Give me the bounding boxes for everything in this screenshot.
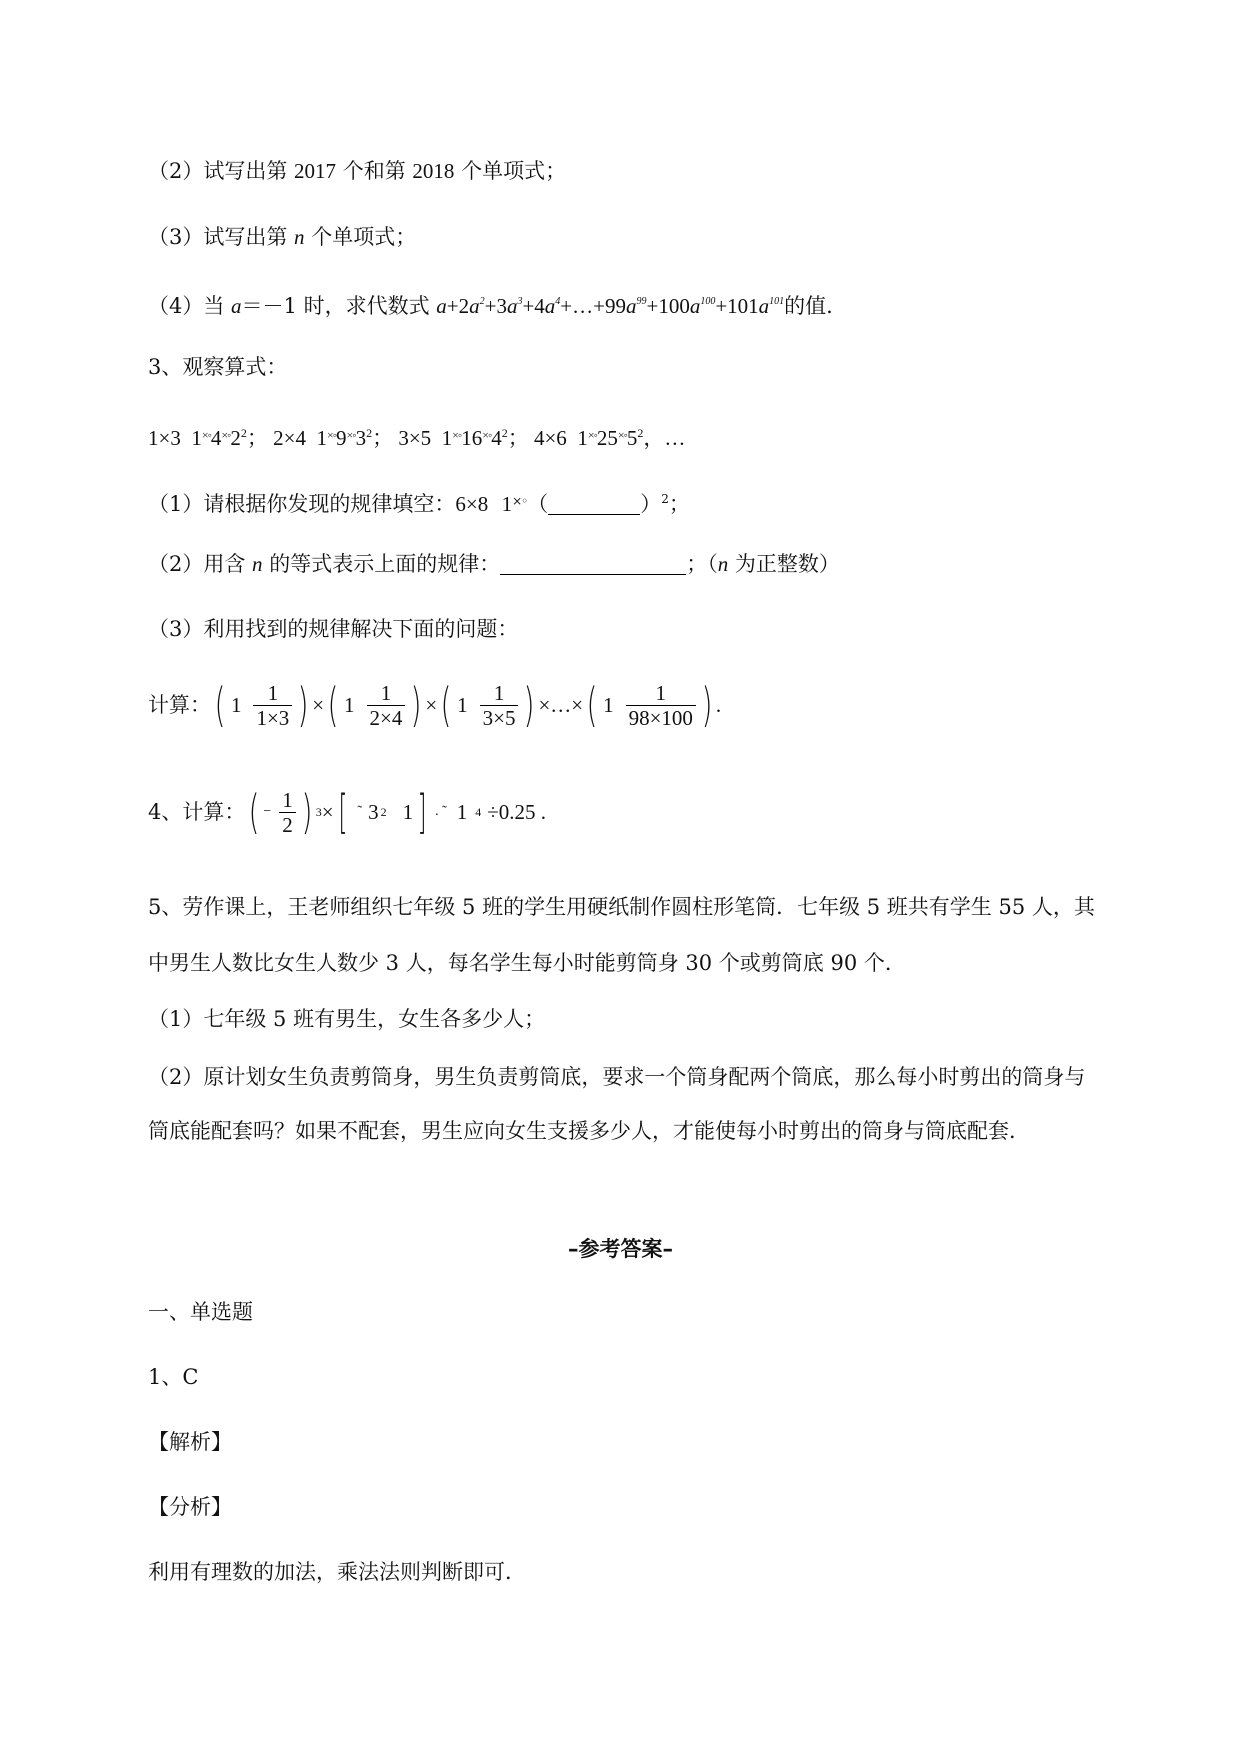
q3-sub3: （3）利用找到的规律解决下面的问题： bbox=[148, 617, 519, 641]
pattern-exp: 2 bbox=[240, 426, 247, 440]
answers-fenxi: 【分析】 bbox=[148, 1495, 232, 1519]
answers-jiexi: 【解析】 bbox=[148, 1430, 232, 1454]
q3-sub1-blank[interactable] bbox=[548, 492, 640, 515]
paren-close: ) bbox=[301, 785, 313, 839]
term-one: 1 bbox=[603, 693, 614, 717]
answers-text: 利用有理数的加法，乘法法则判断即可． bbox=[148, 1560, 526, 1584]
term-one: 1 bbox=[457, 693, 468, 717]
pattern-sep: ； bbox=[246, 426, 268, 450]
pattern-sq: 5 bbox=[626, 426, 638, 450]
q5-line1: 5、劳作课上，王老师组织七年级 5 班的学生用硬纸制作圆柱形笔筒．七年级 5 班共有学生 55 人，其 bbox=[148, 895, 1095, 919]
frac-den: 98×100 bbox=[628, 705, 693, 730]
q4-frac bbox=[279, 788, 296, 837]
q4-outer-base: 1 bbox=[456, 800, 468, 824]
q2-sub3 bbox=[148, 222, 416, 252]
q3-sub2-var: n bbox=[252, 552, 263, 576]
paren-open: ( bbox=[327, 678, 339, 732]
q5-line2: 中男生人数比女生人数少 3 人，每名学生每小时能剪筒身 30 个或剪筒底 90 个． bbox=[148, 951, 906, 975]
q3-sub1-open: （ bbox=[527, 492, 549, 516]
term-frac bbox=[367, 681, 406, 730]
q2-sub2-mid: 个和第 bbox=[336, 159, 413, 183]
pattern-item-4: 4×6 $1^{\times◦}25^{\times◦}5^2$ bbox=[533, 426, 644, 450]
term-one: 1 bbox=[230, 693, 242, 717]
bracket-close: ] bbox=[417, 785, 427, 839]
pattern-lhs: 2×4 bbox=[273, 426, 306, 450]
pattern-sq: 3 bbox=[355, 426, 367, 450]
pattern-a: 1 bbox=[191, 426, 202, 450]
expr-c100: +100 bbox=[646, 294, 690, 318]
frac-den: 1×3 bbox=[256, 705, 290, 730]
expr-c3: +3 bbox=[484, 294, 507, 318]
pattern-item-1: 1×3 $1^{\times◦}4^{\times◦}2^2$ bbox=[148, 426, 247, 450]
times-sign: × bbox=[312, 693, 325, 717]
paren-open: ( bbox=[440, 678, 452, 732]
expr-e101: 101 bbox=[769, 296, 785, 307]
term-frac bbox=[253, 681, 292, 730]
frac-den: 3×5 bbox=[482, 705, 516, 730]
q2-sub2-post: 个单项式； bbox=[454, 159, 567, 183]
paren-close: ) bbox=[701, 678, 713, 732]
frac-num: 1 bbox=[367, 681, 406, 706]
q3-heading: 3、观察算式： bbox=[148, 355, 288, 379]
paren-close: ) bbox=[410, 678, 422, 732]
q3-pattern bbox=[148, 418, 685, 453]
q4-frac-den: 2 bbox=[282, 812, 293, 837]
q3-sub2 bbox=[148, 549, 840, 579]
paren-open: ( bbox=[586, 678, 598, 732]
expr-c2: +2 bbox=[446, 294, 470, 318]
pattern-b: 4 bbox=[210, 426, 222, 450]
q3-sub2-post2: 为正整数） bbox=[728, 552, 840, 576]
frac-num: 1 bbox=[480, 681, 519, 706]
q3-sub2-blank[interactable] bbox=[500, 552, 686, 575]
q3-sub1-exp: 2 bbox=[661, 492, 669, 506]
expr-e2: 2 bbox=[479, 296, 485, 307]
pattern-b: 9 bbox=[336, 426, 347, 450]
expr-a1: a bbox=[436, 294, 447, 318]
q3-calc bbox=[148, 675, 721, 735]
q2-sub3-post: 个单项式； bbox=[304, 225, 417, 249]
expr-c99: +…+99 bbox=[560, 294, 626, 318]
q2-sub4-pre: （4）当 bbox=[148, 294, 232, 318]
q2-sub3-var: n bbox=[294, 225, 305, 249]
frac-den: 2×4 bbox=[369, 705, 403, 730]
q3-calc-label: 计算： bbox=[148, 693, 211, 717]
q4-line bbox=[148, 780, 546, 844]
paren-open: ( bbox=[214, 678, 226, 732]
q4-label: 4、计算： bbox=[148, 800, 246, 824]
q4-inner-exp: 2 bbox=[380, 805, 387, 819]
pattern-item-2: 2×4 $1^{\times◦}9^{\times◦}3^2$ bbox=[273, 426, 373, 450]
q3-sub1-lhs: 6×8 bbox=[455, 492, 489, 516]
q3-sub1-end: ； bbox=[668, 492, 690, 516]
q3-sub2-post: ；（ bbox=[686, 552, 718, 576]
times-sign: × bbox=[425, 693, 438, 717]
answers-title: –参考答案– bbox=[568, 1237, 673, 1261]
frac-num: 1 bbox=[253, 681, 292, 706]
expr-e100: 100 bbox=[700, 296, 716, 307]
q5-sub1: （1）七年级 5 班有男生，女生各多少人； bbox=[148, 1007, 546, 1031]
bracket-open: [ bbox=[338, 785, 347, 839]
pattern-a: 1 bbox=[577, 426, 588, 450]
pattern-sq: 4 bbox=[491, 426, 502, 450]
expr-e3: 3 bbox=[517, 296, 523, 307]
pattern-exp: 2 bbox=[366, 426, 373, 440]
paren-close: ) bbox=[524, 678, 535, 732]
expr-a3: a bbox=[506, 294, 518, 318]
q2-sub2 bbox=[148, 156, 566, 186]
q2-sub4 bbox=[148, 287, 833, 321]
expr-a4: a bbox=[544, 294, 556, 318]
pattern-end: ，… bbox=[643, 426, 686, 450]
pattern-sq: 2 bbox=[230, 426, 241, 450]
q4-outer-exp: 4 bbox=[475, 805, 482, 819]
expr-c101: +101 bbox=[715, 294, 759, 318]
q4-tail: ÷0.25 . bbox=[487, 800, 547, 824]
q3-sub1-one: 1 bbox=[501, 492, 513, 516]
pattern-lhs: 1×3 bbox=[148, 426, 181, 450]
ellipsis-sign: ×…× bbox=[538, 693, 584, 717]
pattern-lhs: 4×6 bbox=[533, 426, 567, 450]
paren-open: ( bbox=[248, 785, 260, 839]
pattern-b: 25 bbox=[596, 426, 618, 450]
q5-sub2-line1: （2）原计划女生负责剪筒身，男生负责剪筒底，要求一个筒身配两个筒底，那么每小时剪出的筒身与 bbox=[148, 1065, 1086, 1089]
q4-frac-num: 1 bbox=[279, 788, 296, 813]
q2-sub4-expr bbox=[436, 294, 784, 318]
frac-num: 1 bbox=[626, 681, 696, 706]
term-frac bbox=[626, 681, 696, 730]
q2-sub2-pre: （2）试写出第 bbox=[148, 159, 295, 183]
minus-sign: − bbox=[263, 804, 272, 819]
expr-e4: 4 bbox=[555, 296, 561, 307]
pattern-a: 1 bbox=[316, 426, 327, 450]
expr-a99: a bbox=[625, 294, 637, 318]
q3-sub2-pre: （2）用含 bbox=[148, 552, 253, 576]
pattern-exp: 2 bbox=[637, 426, 644, 440]
pattern-item-3: 3×5 $1^{\times◦}16^{\times◦}4^2$ bbox=[398, 426, 508, 450]
pattern-sep: ； bbox=[372, 426, 394, 450]
pattern-sep: ； bbox=[507, 426, 529, 450]
term-frac bbox=[480, 681, 519, 730]
term-one: 1 bbox=[344, 693, 355, 717]
q2-sub2-n2: 2018 bbox=[412, 159, 455, 183]
q3-sub1: （1）请根据你发现的规律填空：6×8 1×◦（ ）$^2$； bbox=[148, 492, 690, 516]
q3-sub1-pre: （1）请根据你发现的规律填空： bbox=[148, 492, 456, 516]
paren-close: ) bbox=[297, 678, 309, 732]
q2-sub4-post: 的值. bbox=[784, 294, 833, 318]
answers-section: 一、单选题 bbox=[148, 1300, 253, 1324]
minus-sign: ˜ bbox=[357, 804, 363, 819]
q3-calc-end: . bbox=[715, 693, 722, 717]
pattern-exp: 2 bbox=[501, 426, 508, 440]
expr-e99: 99 bbox=[636, 296, 647, 307]
q3-sub1-close: ） bbox=[640, 492, 662, 516]
q3-sub2-var2: n bbox=[717, 552, 729, 576]
q2-sub4-var: a bbox=[231, 294, 242, 318]
q4-inner-a: 3 bbox=[368, 800, 379, 824]
q2-sub4-cond: ＝－1 时，求代数式 bbox=[241, 294, 437, 318]
pattern-a: 1 bbox=[441, 426, 453, 450]
expr-a100: a bbox=[689, 294, 701, 318]
q5-sub2-line2: 筒底能配套吗？如果不配套，男生应向女生支援多少人，才能使每小时剪出的筒身与筒底配套． bbox=[148, 1119, 1030, 1143]
answers-item: 1、C bbox=[148, 1365, 199, 1389]
minus-sign: . ˜ bbox=[435, 804, 447, 819]
pattern-b: 16 bbox=[461, 426, 483, 450]
times-sign: × bbox=[321, 800, 334, 824]
expr-a101: a bbox=[758, 294, 770, 318]
expr-a2: a bbox=[469, 294, 480, 318]
q3-sub2-mid: 的等式表示上面的规律： bbox=[262, 552, 501, 576]
q4-frac-exp: 3 bbox=[315, 805, 322, 819]
q2-sub2-n1: 2017 bbox=[294, 159, 337, 183]
pattern-lhs: 3×5 bbox=[398, 426, 432, 450]
expr-c4: +4 bbox=[522, 294, 545, 318]
q4-inner-b: 1 bbox=[402, 800, 414, 824]
q2-sub3-pre: （3）试写出第 bbox=[148, 225, 295, 249]
